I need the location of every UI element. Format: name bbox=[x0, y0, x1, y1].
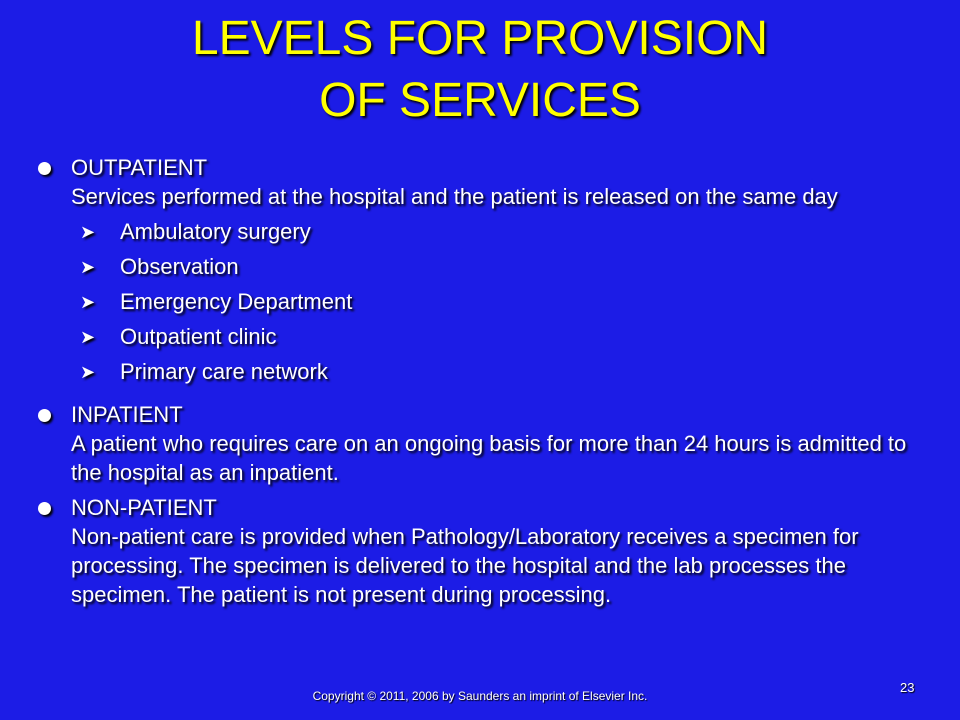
bullet-outpatient bbox=[30, 153, 930, 211]
slide-content bbox=[30, 153, 930, 609]
bullet-inpatient bbox=[30, 400, 930, 487]
sub-list-item bbox=[30, 324, 930, 359]
arrowhead-bullet-icon: ➤ bbox=[80, 257, 96, 277]
round-bullet-icon bbox=[38, 409, 51, 422]
sub-list-item-label: Ambulatory surgery bbox=[120, 219, 311, 244]
sub-list-item-label: Observation bbox=[120, 254, 239, 279]
outpatient-subitems bbox=[30, 219, 930, 394]
bullet-description: Services performed at the hospital and the patient is released on the same day bbox=[71, 184, 838, 209]
arrowhead-bullet-icon: ➤ bbox=[80, 222, 96, 242]
slide-title-line-1: LEVELS FOR PROVISION bbox=[191, 12, 769, 65]
sub-list-item-label: Outpatient clinic bbox=[120, 324, 277, 349]
round-bullet-icon bbox=[38, 162, 51, 175]
arrowhead-bullet-icon: ➤ bbox=[80, 327, 96, 347]
page-number: 23 bbox=[900, 680, 915, 695]
sub-list-item bbox=[30, 359, 930, 394]
round-bullet-icon bbox=[38, 502, 51, 515]
sub-list-item bbox=[30, 254, 930, 289]
slide-title bbox=[0, 8, 960, 132]
bullet-non-patient bbox=[30, 493, 930, 609]
copyright-footer: Copyright © 2011, 2006 by Saunders an imprint of Elsevier Inc. bbox=[312, 689, 648, 703]
arrowhead-bullet-icon: ➤ bbox=[80, 292, 96, 312]
slide-title-line-2: OF SERVICES bbox=[319, 74, 641, 127]
arrowhead-bullet-icon: ➤ bbox=[80, 362, 96, 382]
sub-list-item-label: Primary care network bbox=[120, 359, 328, 384]
bullet-heading: INPATIENT bbox=[71, 402, 183, 427]
bullet-heading: NON-PATIENT bbox=[71, 495, 217, 520]
bullet-heading: OUTPATIENT bbox=[71, 155, 208, 180]
bullet-description: A patient who requires care on an ongoing basis for more than 24 hours is admitted to the hospital as an inpatient. bbox=[71, 431, 907, 485]
bullet-description: Non-patient care is provided when Pathology/Laboratory receives a specimen for processing. The specimen is delivered to the hospital and the lab processes the specimen. The patient is not present during processing. bbox=[71, 524, 859, 607]
sub-list-item bbox=[30, 289, 930, 324]
sub-list-item-label: Emergency Department bbox=[120, 289, 353, 314]
sub-list-item bbox=[30, 219, 930, 254]
